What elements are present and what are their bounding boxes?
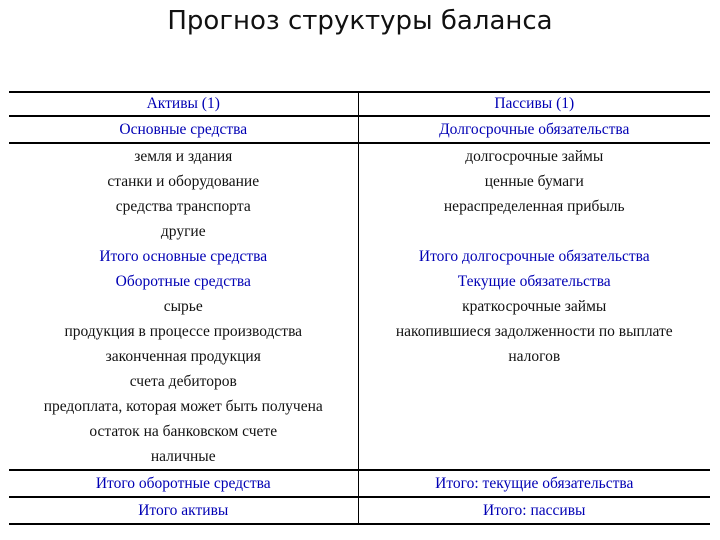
liabilities-cell: краткосрочные займы: [462, 298, 607, 315]
table-row: [9, 344, 710, 369]
liabilities-cell: [358, 444, 710, 470]
table-row: [9, 394, 710, 419]
assets-cell: Итого основные средства: [9, 244, 358, 269]
table-row: [9, 419, 710, 444]
liabilities-cell: [358, 394, 710, 419]
page-title: Прогноз структуры баланса: [167, 6, 553, 36]
assets-cell: Итого оборотные средства: [9, 470, 358, 497]
balance-table: [9, 91, 710, 525]
liabilities-cell: [358, 369, 710, 394]
assets-cell: наличные: [9, 444, 358, 470]
table-row: [9, 470, 710, 497]
table-row: [9, 369, 710, 394]
liabilities-cell: Итого: текущие обязательства: [358, 470, 710, 497]
assets-cell: сырье: [9, 294, 358, 319]
liabilities-cell: [358, 419, 710, 444]
header-assets: Активы (1): [9, 92, 358, 116]
liabilities-cell: нераспределенная прибыль: [443, 198, 625, 215]
assets-cell: счета дебиторов: [9, 369, 358, 394]
assets-cell: станки и оборудование: [9, 169, 358, 194]
table-row: [9, 269, 710, 294]
header-liabilities: Пассивы (1): [358, 92, 710, 116]
table-row: [9, 143, 710, 169]
assets-cell: земля и здания: [9, 143, 358, 169]
assets-cell: остаток на банковском счете: [9, 419, 358, 444]
table-row: [9, 194, 710, 219]
assets-cell: законченная продукция: [9, 344, 358, 369]
totals-row: [9, 497, 710, 524]
total-liabilities-cell: Итого: пассивы: [358, 497, 710, 524]
table-row: [9, 244, 710, 269]
assets-cell: другие: [9, 219, 358, 244]
liabilities-cell: Текущие обязательства: [457, 273, 611, 290]
assets-cell: средства транспорта: [9, 194, 358, 219]
table-row: [9, 219, 710, 244]
table-row: [9, 169, 710, 194]
total-assets-cell: Итого активы: [9, 497, 358, 524]
balance-table-body: [9, 92, 710, 524]
liabilities-cell: налогов: [508, 348, 561, 365]
liabilities-cell: Долгосрочные обязательства: [439, 121, 630, 138]
liabilities-cell: накопившиеся задолженности по выплате: [395, 323, 673, 340]
assets-cell: Оборотные средства: [9, 269, 358, 294]
assets-cell: предоплата, которая может быть получена: [9, 394, 358, 419]
liabilities-cell: [358, 219, 710, 244]
assets-cell: продукция в процессе производства: [9, 319, 358, 344]
table-row: [9, 294, 710, 319]
assets-cell: Основные средства: [9, 116, 358, 143]
table-header-row: [9, 92, 710, 116]
table-row: [9, 444, 710, 470]
liabilities-cell: ценные бумаги: [484, 173, 584, 190]
table-row: [9, 116, 710, 143]
liabilities-cell: долгосрочные займы: [358, 143, 710, 169]
liabilities-cell: Итого долгосрочные обязательства: [418, 248, 650, 265]
table-row: [9, 319, 710, 344]
